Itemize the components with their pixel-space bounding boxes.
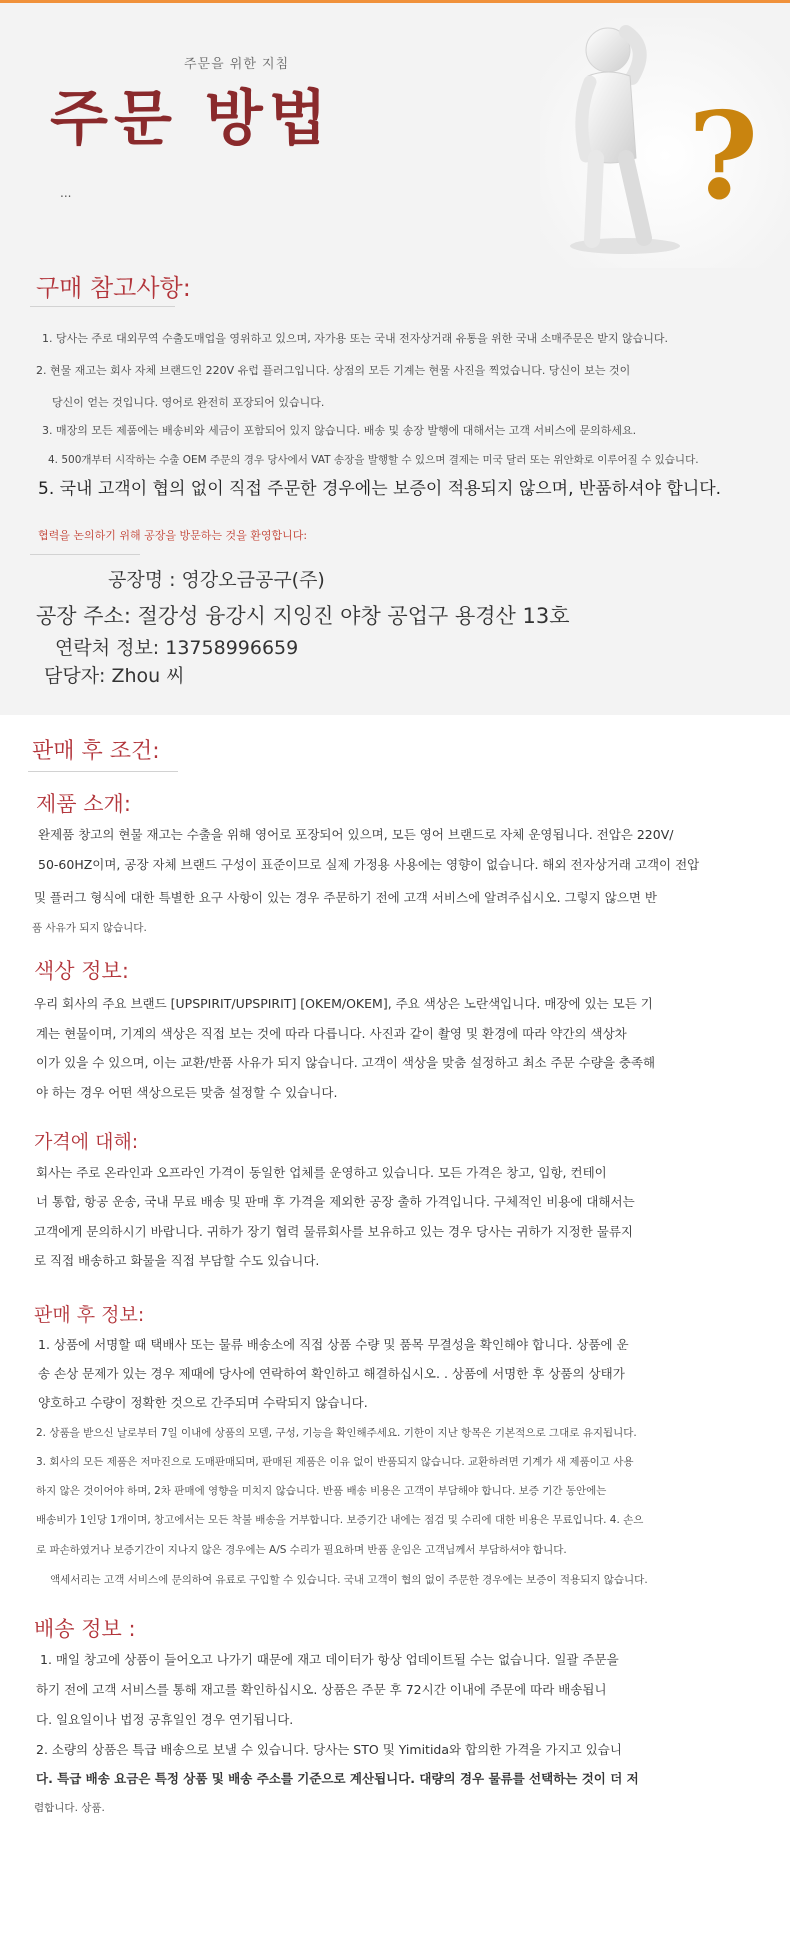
after-sales-title: 판매 후 조건: (32, 739, 160, 764)
purchase-item-2-cont: 당신이 얻는 것입니다. 영어로 완전히 포장되어 있습니다. (52, 396, 325, 409)
purchase-item-1: 1. 당사는 주로 대외무역 수출도매업을 영위하고 있으며, 자가용 또는 국내 전자상거래 유통을 위한 국내 소매주문은 받지 않습니다. (42, 332, 668, 345)
after-info-line-3: 양호하고 수량이 정확한 것으로 간주되며 수락되지 않습니다. (38, 1395, 368, 1410)
product-intro-line-4: 품 사유가 되지 않습니다. (32, 922, 147, 934)
shipping-line-2: 하기 전에 고객 서비스를 통해 재고를 확인하십시오. 상품은 주문 후 72시간 이내에 주문에 따라 배송됩니 (36, 1682, 607, 1697)
ellipsis-text: ... (60, 186, 72, 200)
factory-name: 공장명 : 영강오금공구(주) (108, 569, 325, 591)
purchase-item-5: 5. 국내 고객이 협의 없이 직접 주문한 경우에는 보증이 적용되지 않으며, 반품하셔야 합니다. (38, 479, 722, 499)
contact-person: 담당자: Zhou 씨 (44, 665, 185, 687)
price-line-3: 고객에게 문의하시기 바랍니다. 귀하가 장기 협력 물류회사를 보유하고 있는 경우 당사는 귀하가 지정한 물류지 (34, 1224, 634, 1239)
after-info-small-5: 로 파손하였거나 보증기간이 지나지 않은 경우에는 A/S 수리가 필요하며 반품 운임은 고객님께서 부담하셔야 합니다. (36, 1544, 567, 1556)
after-sales-title-rule (28, 771, 178, 772)
price-line-4: 로 직접 배송하고 화물을 직접 부담할 수도 있습니다. (34, 1253, 320, 1268)
color-info-title: 색상 정보: (34, 959, 129, 983)
after-info-small-1: 2. 상품을 받으신 날로부터 7일 이내에 상품의 모델, 구성, 기능을 확인해주세요. 기한이 지난 항목은 기본적으로 그대로 유지됩니다. (36, 1427, 637, 1439)
price-title: 가격에 대해: (34, 1131, 139, 1153)
factory-visit-note: 협력을 논의하기 위해 공장을 방문하는 것을 환영합니다: (38, 529, 308, 542)
color-info-line-4: 야 하는 경우 어떤 색상으로든 맞춤 설정할 수 있습니다. (36, 1085, 338, 1100)
after-info-small-3: 하지 않은 것이어야 하며, 2차 판매에 영향을 미치지 않습니다. 반품 배송 비용은 고객이 부담해야 합니다. 보증 기간 동안에는 (36, 1485, 607, 1497)
color-info-line-3: 이가 있을 수 있으며, 이는 교환/반품 사유가 되지 않습니다. 고객이 색상을 맞춤 설정하고 최소 주문 수량을 충족해 (36, 1055, 656, 1070)
purchase-item-4: 4. 500개부터 시작하는 수출 OEM 주문의 경우 당사에서 VAT 송장을 발행할 수 있으며 결제는 미국 달러 또는 위안화로 이루어질 수 있습니다. (48, 454, 699, 466)
factory-address: 공장 주소: 절강성 융강시 지잉진 야창 공업구 용경산 13호 (36, 604, 570, 628)
shipping-title: 배송 정보 : (34, 1617, 136, 1641)
page-subtitle: 주문을 위한 지침 (184, 57, 290, 72)
after-info-title: 판매 후 정보: (34, 1304, 145, 1326)
after-info-small-2: 3. 회사의 모든 제품은 저마진으로 도매판매되며, 판매된 제품은 이유 없이 반품되지 않습니다. 교환하려면 기계가 새 제품이고 사용 (36, 1456, 634, 1468)
color-info-line-1: 우리 회사의 주요 브랜드 [UPSPIRIT/UPSPIRIT] [OKEM/OKEM], 주요 색상은 노란색입니다. 매장에 있는 모든 기 (34, 996, 653, 1011)
question-mark-icon: ? (688, 86, 759, 227)
after-info-small-6: 액세서리는 고객 서비스에 문의하여 유료로 구입할 수 있습니다. 국내 고객이 협의 없이 주문한 경우에는 보증이 적용되지 않습니다. (50, 1574, 648, 1586)
price-line-1: 회사는 주로 온라인과 오프라인 가격이 동일한 업체를 운영하고 있습니다. 모든 가격은 창고, 입항, 컨테이 (36, 1165, 607, 1180)
shipping-line-3: 다. 일요일이나 법정 공휴일인 경우 연기됩니다. (36, 1712, 294, 1727)
shipping-line-4: 2. 소량의 상품은 특급 배송으로 보낼 수 있습니다. 당사는 STO 및 Yimitida와 합의한 가격을 가지고 있습니 (36, 1742, 622, 1757)
purchase-item-3: 3. 매장의 모든 제품에는 배송비와 세금이 포함되어 있지 않습니다. 배송 및 송장 발행에 대해서는 고객 서비스에 문의하세요. (42, 424, 637, 437)
product-intro-line-1: 완제품 창고의 현물 재고는 수출을 위해 영어로 포장되어 있으며, 모든 영어 브랜드로 자체 운영됩니다. 전압은 220V/ (38, 827, 674, 842)
product-intro-line-2: 50-60HZ이며, 공장 자체 브랜드 구성이 표준이므로 실제 가정용 사용에는 영향이 없습니다. 해외 전자상거래 고객이 전압 (38, 857, 700, 872)
shipping-line-1: 1. 매일 창고에 상품이 들어오고 나가기 때문에 재고 데이터가 항상 업데이트될 수는 없습니다. 일괄 주문을 (40, 1652, 619, 1667)
page-title: 주문 방법 (50, 84, 333, 154)
visit-note-rule (30, 554, 140, 555)
shipping-line-5: 다. 특급 배송 요금은 특정 상품 및 배송 주소를 기준으로 계산됩니다. 대량의 경우 물류를 선택하는 것이 더 저 (36, 1771, 639, 1786)
thinking-figure-illustration (540, 18, 790, 268)
price-line-2: 너 통합, 항공 운송, 국내 무료 배송 및 판매 후 가격을 제외한 공장 출하 가격입니다. 구체적인 비용에 대해서는 (36, 1194, 635, 1209)
purchase-notes-title: 구매 참고사항: (36, 274, 191, 302)
after-info-line-1: 1. 상품에 서명할 때 택배사 또는 물류 배송소에 직접 상품 수량 및 품목 무결성을 확인해야 합니다. 상품에 운 (38, 1337, 629, 1352)
product-intro-line-3: 및 플러그 형식에 대한 특별한 요구 사항이 있는 경우 주문하기 전에 고객 서비스에 알려주십시오. 그렇지 않으면 반 (34, 890, 657, 905)
color-info-line-2: 계는 현물이며, 기계의 색상은 직접 보는 것에 따라 다릅니다. 사진과 같이 촬영 및 환경에 따라 약간의 색상차 (36, 1026, 627, 1041)
contact-phone: 연락처 정보: 13758996659 (55, 637, 299, 659)
after-info-line-2: 송 손상 문제가 있는 경우 제때에 당사에 연락하여 확인하고 해결하십시오. . 상품에 서명한 후 상품의 상태가 (38, 1366, 625, 1381)
purchase-title-rule (30, 306, 175, 307)
product-intro-title: 제품 소개: (36, 792, 131, 816)
purchase-item-2: 2. 현물 재고는 회사 자체 브랜드인 220V 유럽 플러그입니다. 상점의 모든 기계는 현물 사진을 찍었습니다. 당신이 보는 것이 (36, 364, 631, 377)
after-info-small-4: 배송비가 1인당 1개이며, 창고에서는 모든 착불 배송을 거부합니다. 보증기간 내에는 점검 및 수리에 대한 비용은 무료입니다. 4. 손으 (36, 1514, 644, 1526)
shipping-line-6: 렴합니다. 상품. (34, 1802, 105, 1814)
